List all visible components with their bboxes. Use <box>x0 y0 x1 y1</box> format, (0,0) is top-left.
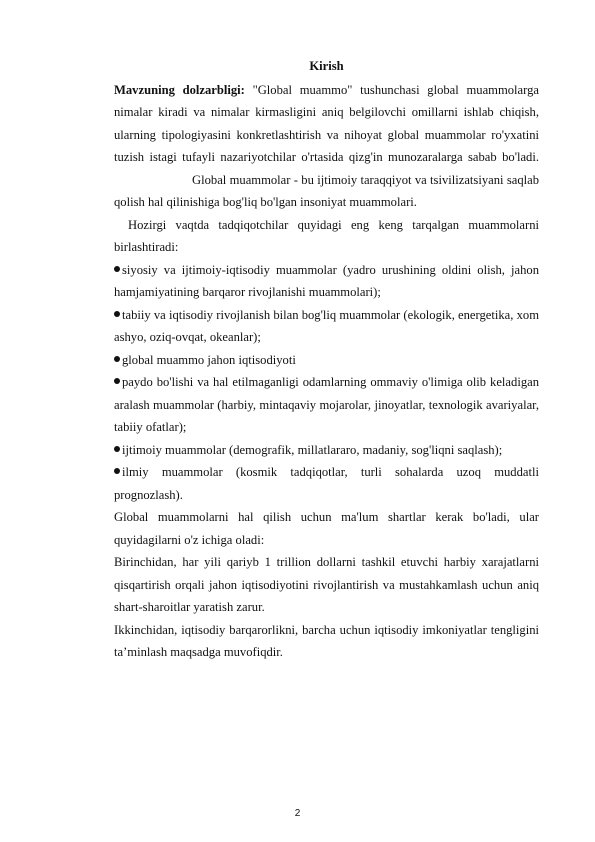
intro-text-1: "Global muammo" tushunchasi global muammolarga nimalar kiradi va nimalar kirmasligini aniq belgilovchi omillarni ishlab chiqish, ularning tipologiyasini konkretlashtirish va nihoyat global muammolar ro'yxatini tuzish istagi tufayli nazariyotchilar o'rtasida qizg'in munozaralarga sabab bo'ladi. <box>114 82 539 164</box>
bullet-icon <box>114 311 120 317</box>
paragraph-problems-intro: Hozirgi vaqtda tadqiqotchilar quyidagi eng keng tarqalgan muammolarni birlashtiradi: <box>114 217 539 254</box>
paragraph-second: Ikkinchidan, iqtisodiy barqarorlikni, barcha uchun iqtisodiy imkoniyatlar tengligini ta’minlash maqsadga muvofiqdir. <box>114 622 539 659</box>
bullet-icon <box>114 446 120 452</box>
list-item: siyosiy va ijtimoiy-iqtisodiy muammolar (yadro urushining oldini olish, jahon hamjamiyatining barqaror rivojlanishi muammolari); <box>114 262 539 299</box>
page-title: Kirish <box>309 59 344 73</box>
bullet-icon <box>114 356 120 362</box>
paragraph-conditions: Global muammolarni hal qilish uchun ma'lum shartlar kerak bo'ladi, ular quyidagilarni o'z ichiga oladi: <box>114 510 539 547</box>
bullet-list <box>114 259 539 507</box>
list-item: ijtimoiy muammolar (demografik, millatlararo, madaniy, sog'liqni saqlash); <box>114 439 539 462</box>
document-body <box>114 55 539 664</box>
paragraph-first: Birinchidan, har yili qariyb 1 trillion dollarni tashkil etuvchi harbiy xarajatlarni qisqartirish orqali jahon iqtisodiyotini rivojlantirish va mustahkamlash uchun aniq shart-sharoitlar yaratish zarur. <box>114 555 539 614</box>
bullet-icon <box>114 378 120 384</box>
intro-lead: Mavzuning dolzarbligi: <box>114 82 245 97</box>
list-item: paydo bo'lishi va hal etilmaganligi odamlarning ommaviy o'limiga olib keladigan aralash muammolar (harbiy, mintaqaviy mojarolar, jinoyatlar, texnologik avariyalar, tabiiy ofatlar); <box>114 375 539 434</box>
bullet-icon <box>114 266 120 272</box>
list-item: ilmiy muammolar (kosmik tadqiqotlar, turli sohalarda uzoq muddatli prognozlash). <box>114 465 539 502</box>
bullet-icon <box>114 468 120 474</box>
list-item: global muammo jahon iqtisodiyoti <box>114 349 539 372</box>
page-number: 2 <box>294 808 301 819</box>
list-item: tabiiy va iqtisodiy rivojlanish bilan bog'liq muammolar (ekologik, energetika, xom ashyo, oziq-ovqat, okeanlar); <box>114 307 539 344</box>
intro-paragraph <box>114 79 539 214</box>
intro-text-2: Global muammolar - bu ijtimoiy taraqqiyot va tsivilizatsiyani saqlab qolish hal qilinishiga bog'liq bo'lgan insoniyat muammolari. <box>114 172 539 209</box>
